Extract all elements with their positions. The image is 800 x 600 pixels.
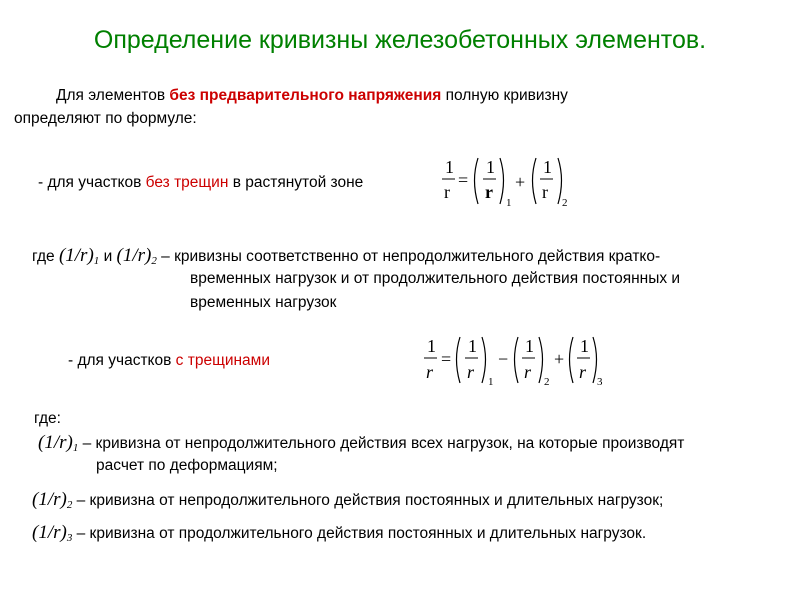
where1-and: и bbox=[99, 248, 117, 265]
f2-t2-num: 1 bbox=[525, 336, 534, 356]
where1-term-2: $(1/r)_2$ bbox=[116, 245, 157, 267]
f1-sub-2: 2 bbox=[562, 197, 568, 209]
f2-minus-sign: − bbox=[498, 349, 509, 369]
f2-paren-right-3 bbox=[593, 337, 597, 383]
f2-t3-den: r bbox=[579, 362, 587, 382]
case1-post: в растянутой зоне bbox=[228, 174, 364, 191]
where1-pre: где bbox=[32, 248, 59, 265]
intro-highlight: без предварительного напряжения bbox=[169, 87, 442, 104]
def2-desc: – кривизна от непродолжительного действия постоянных и длительных нагрузок; bbox=[72, 492, 664, 509]
f2-paren-right-2 bbox=[539, 337, 543, 383]
f2-t1-num: 1 bbox=[468, 336, 477, 356]
where-line-2: временных нагрузок и от продолжительного действия постоянных и bbox=[190, 270, 681, 287]
f1-paren-left-2 bbox=[533, 158, 537, 204]
f2-eq-sign: = bbox=[441, 349, 452, 369]
definition-3 bbox=[32, 522, 646, 544]
def2-term: $(1/r)_2$ bbox=[32, 489, 73, 511]
f1-paren-left-1 bbox=[475, 158, 479, 204]
where-label: где: bbox=[34, 410, 61, 427]
f1-t2-num: 1 bbox=[543, 157, 552, 177]
f2-t1-den: r bbox=[467, 362, 475, 382]
formula-no-cracks bbox=[436, 150, 586, 212]
f2-t2-den: r bbox=[524, 362, 532, 382]
f2-paren-left-2 bbox=[515, 337, 519, 383]
case-with-cracks bbox=[68, 352, 270, 370]
def1-desc: – кривизна от непродолжительного действия всех нагрузок, на которые производят bbox=[78, 435, 685, 452]
f1-plus-sign: + bbox=[515, 172, 526, 192]
f2-plus-sign: + bbox=[554, 349, 565, 369]
def1-term: $(1/r)_1$ bbox=[38, 432, 79, 454]
where-line-3: временных нагрузок bbox=[190, 294, 337, 311]
f2-sub-2: 2 bbox=[544, 376, 550, 388]
f1-t1-num: 1 bbox=[486, 157, 495, 177]
case-without-cracks bbox=[38, 174, 363, 192]
f2-lhs-den: r bbox=[426, 362, 434, 382]
case2-highlight: с трещинами bbox=[175, 352, 270, 369]
definition-1-cont: расчет по деформациям; bbox=[96, 457, 278, 474]
formula-with-cracks bbox=[418, 328, 604, 390]
def3-desc: – кривизна от продолжительного действия постоянных и длительных нагрузок. bbox=[72, 525, 647, 542]
intro-post: полную кривизну bbox=[441, 87, 568, 104]
definition-2 bbox=[32, 489, 663, 511]
f1-t2-den: r bbox=[542, 182, 548, 202]
f1-lhs-num: 1 bbox=[445, 157, 454, 177]
case1-highlight: без трещин bbox=[145, 174, 229, 191]
intro-line-2: определяют по формуле: bbox=[14, 110, 197, 127]
definition-1 bbox=[38, 432, 684, 454]
where1-term-1: $(1/r)_1$ bbox=[58, 245, 100, 267]
page-title: Определение кривизны железобетонных элементов. bbox=[93, 26, 707, 54]
f2-paren-left-1 bbox=[457, 337, 461, 383]
where-line-1 bbox=[32, 245, 660, 267]
where1-desc-1: – кривизны соответственно от непродолжительного действия кратко- bbox=[156, 248, 661, 265]
intro-line-1 bbox=[56, 87, 568, 105]
f1-eq-sign: = bbox=[458, 170, 469, 190]
f1-paren-right-2 bbox=[558, 158, 562, 204]
f2-t3-num: 1 bbox=[580, 336, 589, 356]
f1-sub-1: 1 bbox=[506, 197, 512, 209]
f2-paren-right-1 bbox=[482, 337, 486, 383]
f1-t1-den: r bbox=[485, 182, 493, 202]
case2-pre: - для участков bbox=[68, 352, 176, 369]
case1-pre: - для участков bbox=[38, 174, 146, 191]
f2-paren-left-3 bbox=[570, 337, 574, 383]
f2-lhs-num: 1 bbox=[427, 336, 436, 356]
f2-sub-3: 3 bbox=[597, 376, 603, 388]
f1-paren-right-1 bbox=[500, 158, 504, 204]
def3-term: $(1/r)_3$ bbox=[32, 522, 73, 544]
f1-lhs-den: r bbox=[444, 182, 450, 202]
intro-pre: Для элементов bbox=[56, 87, 170, 104]
f2-sub-1: 1 bbox=[488, 376, 494, 388]
